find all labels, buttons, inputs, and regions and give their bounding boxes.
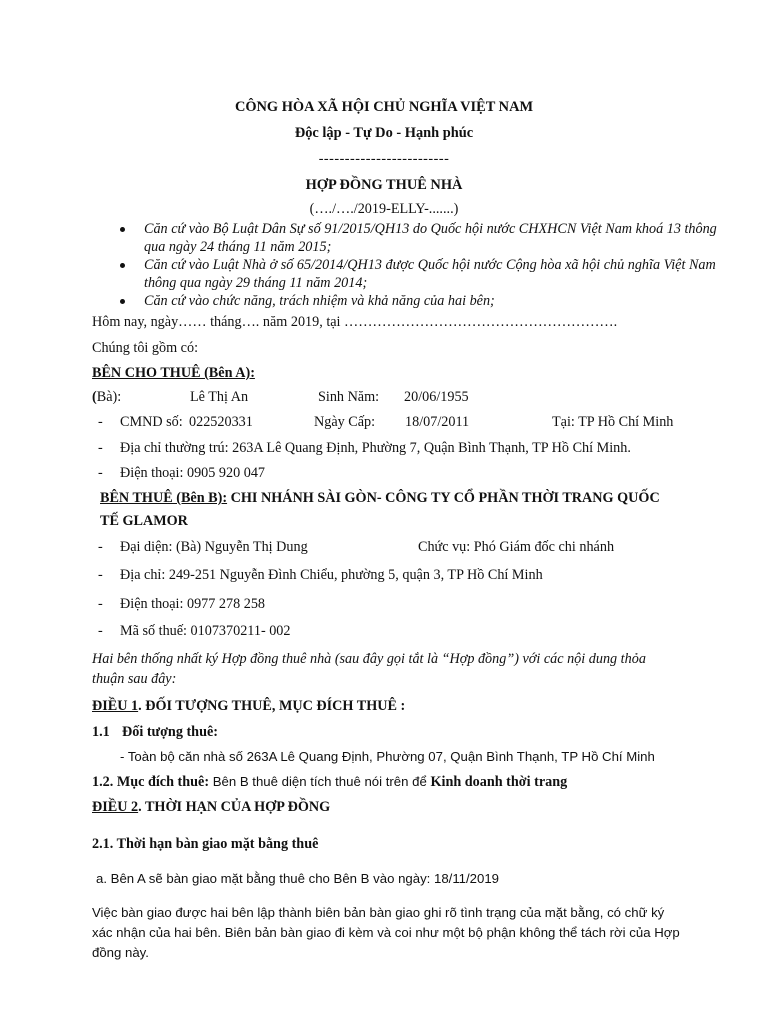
national-title: CÔNG HÒA XÃ HỘI CHỦ NGHĨA VIỆT NAM — [234, 99, 534, 115]
handover-para-line-2: xác nhận của hai bên. Biên bản bàn giao đi kèm và coi như một bộ phận không thể tách rời của Hợp — [92, 925, 680, 940]
party-b-phone-row — [92, 595, 728, 615]
party-a-name: Lê Thị An — [190, 389, 249, 405]
section-1-2-text: Bên B thuê diện tích thuê nói trên để — [209, 774, 431, 789]
id-value: 022520331 — [189, 414, 253, 430]
party-b-rep-row — [92, 538, 728, 558]
party-a-heading: BÊN CHO THUÊ (Bên A): — [92, 365, 255, 381]
party-a-name-row: (Bà): Lê Thị An Sinh Năm: 20/06/1955 — [92, 389, 469, 405]
party-b-rep: Đại diện: (Bà) Nguyễn Thị Dung — [120, 539, 308, 555]
section-1-1-title: Đối tượng thuê: — [122, 724, 218, 740]
agreement-line-1: Hai bên thống nhất ký Hợp đồng thuê nhà (sau đây gọi tắt là “Hợp đồng”) với các nội dung thỏa — [92, 651, 646, 667]
party-a-phone-row — [92, 464, 728, 484]
birth-label: Sinh Năm: — [318, 389, 380, 405]
dash-bullet: - — [98, 414, 103, 430]
section-2-1-title: 2.1. Thời hạn bàn giao mặt bằng thuê — [92, 836, 319, 852]
party-b-company: CHI NHÁNH SÀI GÒN- CÔNG TY CỔ PHẦN THỜI TRANG QUỐC — [227, 490, 660, 506]
party-b-tax-row — [92, 622, 728, 642]
national-motto: Độc lập - Tự Do - Hạnh phúc — [294, 125, 474, 141]
article-2-label: ĐIỀU 2 — [92, 799, 139, 815]
party-b-tax-code: Mã số thuế: 0107370211- 002 — [120, 623, 291, 639]
id-label: CMND số: — [120, 414, 183, 430]
party-a-address: Địa chỉ thường trú: 263A Lê Quang Định, Phường 7, Quận Bình Thạnh, TP Hồ Chí Minh. — [120, 440, 631, 456]
agreement-line-2: thuận sau đây: — [92, 671, 177, 687]
date-place-line: Hôm nay, ngày…… tháng…. năm 2019, tại …………………………………………………. — [92, 314, 618, 330]
handover-para-line-1: Việc bàn giao được hai bên lập thành biên bản bàn giao ghi rõ tình trạng của mặt bằng, có chữ ký — [92, 905, 665, 920]
dash-bullet: - — [98, 440, 103, 456]
article-1-heading — [92, 697, 728, 717]
section-2-1-a: a. Bên A sẽ bàn giao mặt bằng thuê cho Bên B vào ngày: 18/11/2019 — [96, 871, 500, 886]
party-a-id-row — [92, 413, 728, 433]
handover-para-line-3: đồng này. — [92, 945, 149, 960]
dash-bullet: - — [98, 623, 103, 639]
birth-value: 20/06/1955 — [404, 389, 469, 405]
article-1-label: ĐIỀU 1 — [92, 698, 139, 714]
dash-bullet: - — [98, 539, 103, 555]
header-divider: ------------------------- — [318, 151, 450, 167]
section-1-2-row — [92, 773, 728, 793]
parties-intro: Chúng tôi gồm có: — [92, 340, 199, 356]
party-b-company-line2: TẾ GLAMOR — [100, 513, 188, 529]
party-b-heading-row — [100, 489, 728, 509]
section-1-1-number: 1.1 — [92, 724, 110, 740]
section-1-2-title: 1.2. Mục đích thuê: — [92, 774, 210, 790]
contract-title: HỢP ĐỒNG THUÊ NHÀ — [305, 177, 463, 193]
article-1-title: . ĐỐI TƯỢNG THUÊ, MỤC ĐÍCH THUÊ : — [138, 698, 406, 714]
issue-label: Ngày Cấp: — [314, 414, 376, 430]
party-b-phone: Điện thoại: 0977 278 258 — [120, 596, 266, 612]
article-2-heading — [92, 798, 728, 818]
party-b-heading: BÊN THUÊ (Bên B): — [100, 490, 228, 506]
section-1-1-heading — [92, 723, 728, 743]
bullet-icon — [120, 299, 125, 304]
dash-bullet: - — [98, 567, 103, 583]
section-1-2-purpose: Kinh doanh thời trang — [430, 774, 568, 790]
issue-place: Tại: TP Hồ Chí Minh — [552, 414, 674, 430]
party-a-address-row — [92, 439, 728, 459]
bullet-icon — [120, 263, 125, 268]
dash-bullet: - — [98, 596, 103, 612]
section-1-1-text: - Toàn bộ căn nhà số 263A Lê Quang Định, Phường 07, Quận Bình Thạnh, TP Hồ Chí Minh — [120, 749, 655, 764]
article-2-title: . THỜI HẠN CỦA HỢP ĐỒNG — [138, 799, 331, 815]
legal-bases-list — [118, 220, 720, 310]
party-b-address-row — [92, 566, 728, 586]
party-a-phone: Điện thoại: 0905 920 047 — [120, 465, 266, 481]
legal-basis-item: Căn cứ vào Bộ Luật Dân Sự số 91/2015/QH13 do Quốc hội nước CHXHCN Việt Nam khoá 13 thông qua ngày 24 tháng 11 năm 2015; — [118, 220, 720, 256]
dash-bullet: - — [98, 465, 103, 481]
legal-basis-item: Căn cứ vào chức năng, trách nhiệm và khả năng của hai bên; — [118, 292, 720, 310]
party-b-position: Chức vụ: Phó Giám đốc chi nhánh — [418, 539, 615, 555]
contract-number: (…./…./2019-ELLY-.......) — [309, 201, 459, 217]
bullet-icon — [120, 227, 125, 232]
legal-basis-item: Căn cứ vào Luật Nhà ở số 65/2014/QH13 được Quốc hội nước Cộng hòa xã hội chủ nghĩa Việt Nam thông qua ngày 29 tháng 11 năm 2014; — [118, 256, 720, 292]
issue-value: 18/07/2011 — [405, 414, 470, 430]
party-b-address: Địa chỉ: 249-251 Nguyễn Đình Chiểu, phường 5, quận 3, TP Hồ Chí Minh — [120, 567, 543, 583]
